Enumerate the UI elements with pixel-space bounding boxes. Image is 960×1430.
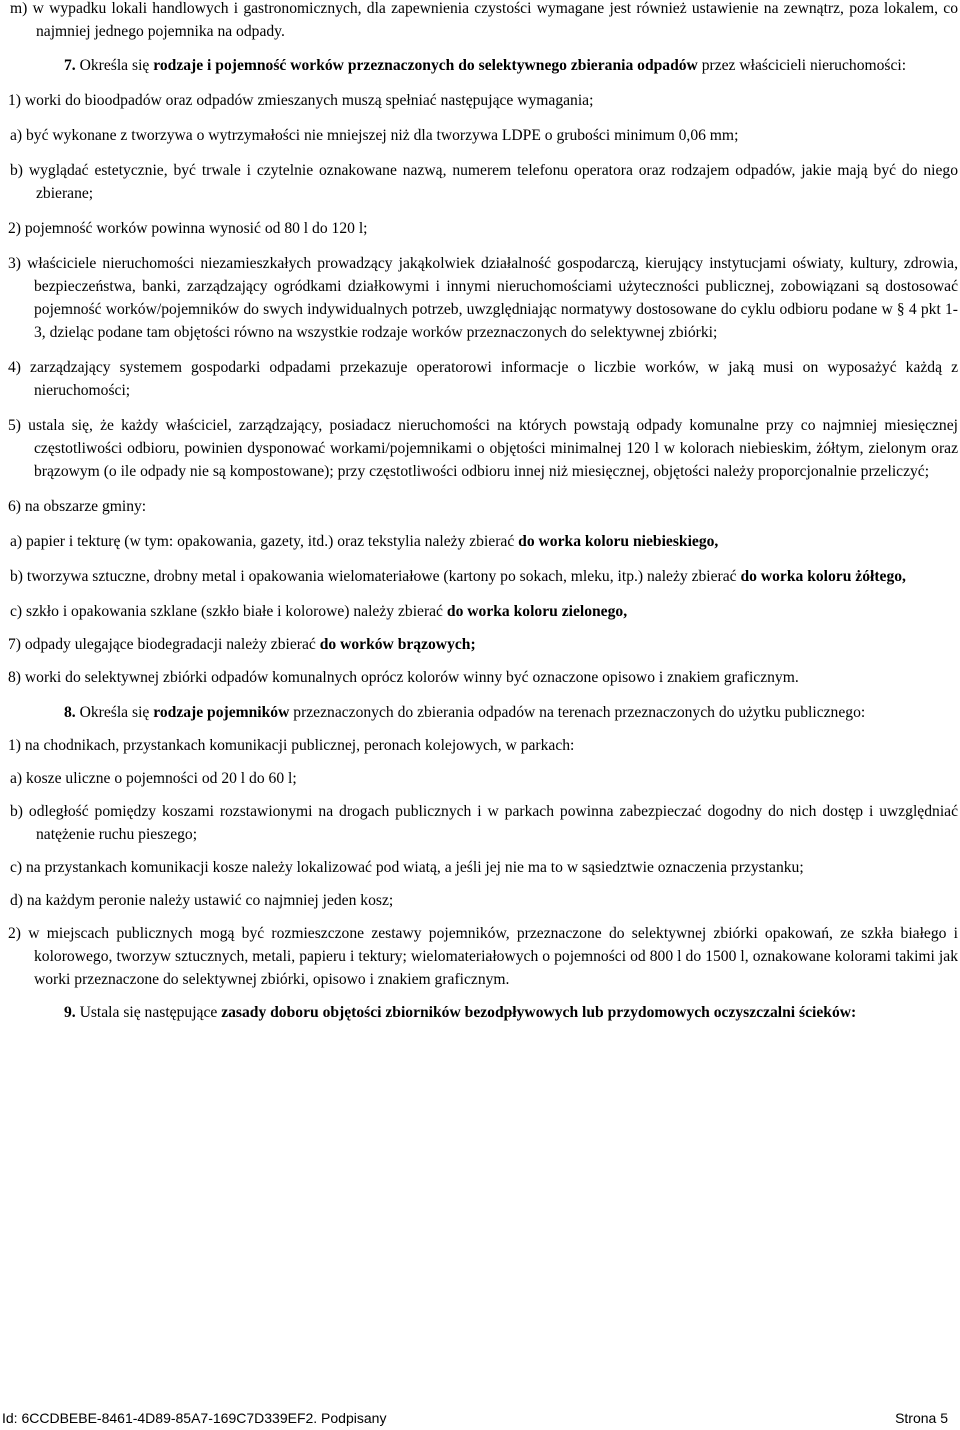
public-point-1a: a) kosze uliczne o pojemności od 20 l do 60 l;: [10, 770, 297, 787]
section-8-number: 8.: [64, 704, 76, 721]
document-page: [8, 0, 958, 1024]
section-7-number: 7.: [64, 57, 76, 74]
point-1: 1) worki do bioodpadów oraz odpadów zmieszanych muszą spełniać następujące wymagania;: [8, 92, 594, 109]
point-5: 5) ustala się, że każdy właściciel, zarządzający, posiadacz nieruchomości na których powstają odpady komunalne przy co najmniej miesięcznej częstotliwości odbioru, powinien dysponować workami/pojemnikami o objętości minimalnej 120 l w kolorach niebieskim, żółtym, zielonym oraz brązowym (o ile odpady nie są kompostowane); przy częstotliwości odbioru innej niż miesięcznej, objętości należy proporcjonalnie przeliczyć;: [8, 417, 958, 480]
point-6b: b) tworzywa sztuczne, drobny metal i opakowania wielomateriałowe (kartony po sokach, mleku, itp.) należy zbierać do worka koloru żółtego,: [10, 568, 906, 585]
item-m: m) w wypadku lokali handlowych i gastronomicznych, dla zapewnienia czystości wymagane jest również ustawienie na zewnątrz, poza lokalem, co najmniej jednego pojemnika na odpady.: [10, 0, 958, 40]
public-point-1c: c) na przystankach komunikacji kosze należy lokalizować pod wiatą, a jeśli jej nie ma to w sąsiedztwie oznaczenia przystanku;: [10, 859, 804, 876]
point-1a: a) być wykonane z tworzywa o wytrzymałości nie mniejszej niż dla tworzywa LDPE o grubości minimum 0,06 mm;: [10, 127, 739, 144]
point-4: 4) zarządzający systemem gospodarki odpadami przekazuje operatorowi informacje o liczbie worków, w jaką musi on wyposażyć każdą z nieruchomości;: [8, 359, 958, 399]
point-6a: a) papier i tekturę (w tym: opakowania, gazety, itd.) oraz tekstylia należy zbierać do worka koloru niebieskiego,: [10, 533, 719, 550]
point-1b: b) wyglądać estetycznie, być trwale i czytelnie oznakowane nazwą, numerem telefonu operatora oraz rodzajem odpadów, jakie mają być do niego zbierane;: [10, 162, 958, 202]
public-point-1b: b) odległość pomiędzy koszami rozstawionymi na drogach publicznych i w parkach powinna zabezpieczać dogodny do nich dostęp i uwzględniać natężenie ruchu pieszego;: [10, 803, 958, 843]
point-2: 2) pojemność worków powinna wynosić od 80 l do 120 l;: [8, 220, 368, 237]
public-point-1: 1) na chodnikach, przystankach komunikacji publicznej, peronach kolejowych, w parkach:: [8, 737, 575, 754]
point-6c: c) szkło i opakowania szklane (szkło białe i kolorowe) należy zbierać do worka koloru zielonego,: [10, 603, 628, 620]
point-6: 6) na obszarze gminy:: [8, 498, 147, 515]
section-9-number: 9.: [64, 1004, 76, 1021]
public-point-1d: d) na każdym peronie należy ustawić co najmniej jeden kosz;: [10, 892, 394, 909]
document-id: Id: 6CCDBEBE-8461-4D89-85A7-169C7D339EF2. Podpisany: [2, 1410, 387, 1426]
point-3: 3) właściciele nieruchomości niezamieszkałych prowadzący jakąkolwiek działalność gospodarczą, kierujący instytucjami oświaty, kultury, zdrowia, bezpieczeństwa, banki, zarządzający ogródkami działkowymi i innymi nieruchomościami użyteczności publicznej, zobowiązani są dostosować pojemność worków/pojemników do swych indywidualnych potrzeb, uwzględniając normatywy dostosowane do cyklu odbioru podane w § 4 pkt 1-3, dzieląc podane tam objętości równo na wszystkie rodzaje worków przeznaczonych do selektywnej zbiórki;: [8, 255, 958, 341]
section-8: 8. Określa się rodzaje pojemników przeznaczonych do zbierania odpadów na terenach przeznaczonych do użytku publicznego:: [64, 704, 866, 721]
page-footer: [2, 1407, 948, 1430]
page-number: Strona 5: [895, 1410, 948, 1426]
point-7: 7) odpady ulegające biodegradacji należy zbierać do worków brązowych;: [8, 636, 476, 653]
public-point-2: 2) w miejscach publicznych mogą być rozmieszczone zestawy pojemników, przeznaczone do selektywnej zbiórki opakowań, ze szkła białego i kolorowego, tworzyw sztucznych, metali, papieru i tektury; wielomateriałowych o pojemności od 800 l do 1500 l, oznakowane kolorami takimi jak worki przeznaczone do selektywnej zbiórki, opisowo i znakiem graficznym.: [8, 925, 958, 988]
point-8: 8) worki do selektywnej zbiórki odpadów komunalnych oprócz kolorów winny być oznaczone opisowo i znakiem graficznym.: [8, 669, 799, 686]
section-7: 7. Określa się rodzaje i pojemność worków przeznaczonych do selektywnego zbierania odpadów przez właścicieli nieruchomości:: [64, 57, 907, 74]
section-9: 9. Ustala się następujące zasady doboru objętości zbiorników bezodpływowych lub przydomowych oczyszczalni ścieków:: [64, 1004, 857, 1021]
